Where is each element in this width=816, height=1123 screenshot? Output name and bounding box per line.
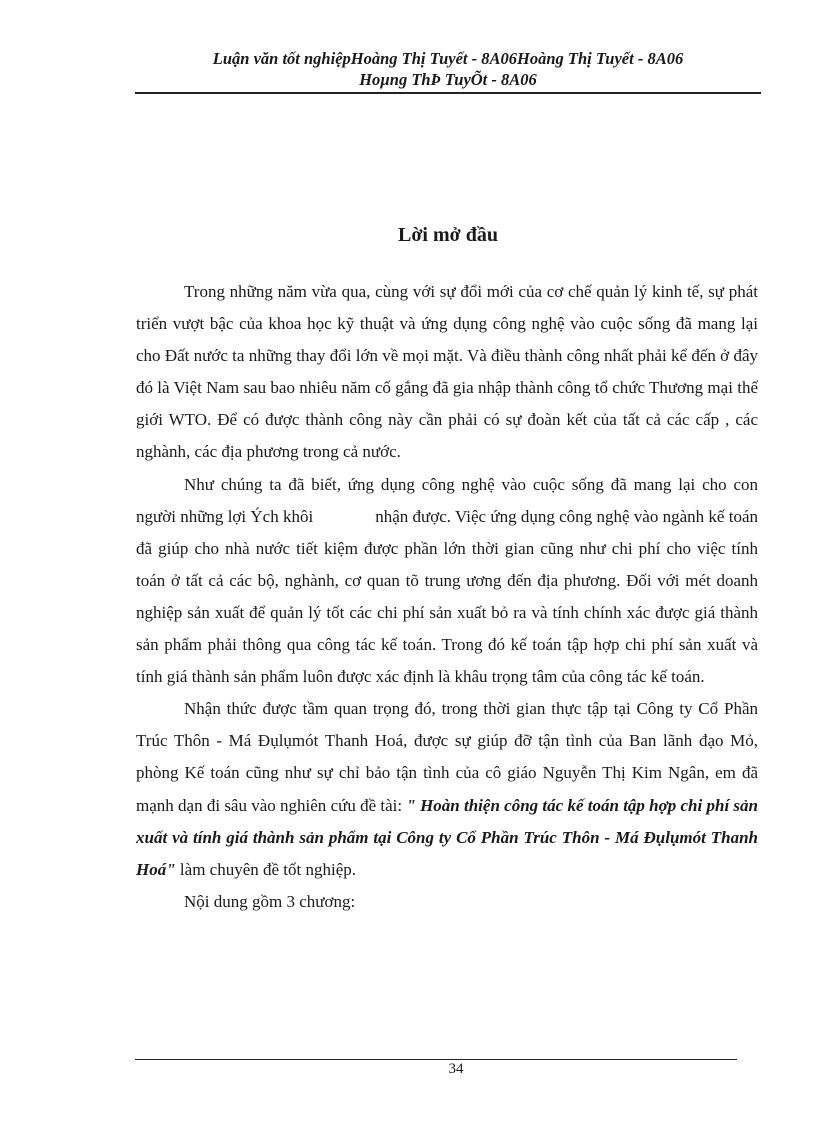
footer-divider — [135, 1059, 737, 1060]
section-title: Lời mở đầu — [398, 224, 498, 246]
page-number: 34 — [448, 1061, 464, 1077]
document-body — [136, 276, 758, 918]
paragraph-3 — [136, 693, 758, 886]
header-line-2: Hoµng ThÞ TuyÕt - 8A06 — [359, 70, 537, 89]
paragraph-3-part-a: Nhận thức được tầm quan trọng đó, trong thời gian thực tập tại Công ty Cổ Phần Trúc Thôn - Má Đụlụmót Thanh Hoá, được sự giúp đỡ tận tình của Ban lãnh đạo Mỏ, phòng Kế toán cũng như sự chỉ bảo tận tình của cô giáo Nguyễn Thị Kim Ngân, em đã mạnh dạn đi sâu vào nghiên cứu đề tài: — [136, 699, 758, 815]
paragraph-2-part-a: Như chúng ta đã biết, ứng dụng công nghệ vào cuộc sống đã mang lại cho con người những lợi Ých khôi — [136, 474, 758, 526]
paragraph-1: Trong những năm vừa qua, cùng với sự đổi mới của cơ chế quản lý kinh tế, sự phát triển vượt bậc của khoa học kỹ thuật và ứng dụng công nghệ vào cuộc sống đã mang lại cho Đất nước ta những thay đổi lớn về mọi mặt. Và điều thành công nhất phải kể đến ở đây đó là Việt Nam sau bao nhiêu năm cố gắng đã gia nhập thành công tổ chức Thương mại thế giới WTO. Để có được thành công này cần phải có sự đoàn kết của tất cả các cấp , các nghành, các địa phương trong cả nước. — [136, 282, 758, 462]
thesis-topic: " Hoàn thiện công tác kế toán tập hợp chi phí sản xuất và tính giá thành sản phẩm tại Công ty Cổ Phần Trúc Thôn - Má Đụlụmót Thanh Hoá" — [136, 795, 758, 879]
paragraph-2 — [136, 469, 758, 694]
page-header — [135, 48, 761, 90]
paragraph-4: Nội dung gồm 3 chương: — [184, 891, 356, 911]
header-divider — [135, 92, 761, 94]
paragraph-3-part-b: làm chuyên đề tốt nghiệp. — [179, 859, 357, 879]
paragraph-2-part-b: nhận được. Việc ứng dụng công nghệ vào ngành kế toán đã giúp cho nhà nước tiết kiệm được phần lớn thời gian cũng như chi phí cho việc tính toán ở tất cả các bộ, nghành, cơ quan tõ trung ương đến địa phương. Đối với mét doanh nghiệp sản xuất để quản lý tốt các chi phí sản xuất bỏ ra và tính chính xác được giá thành sản phẩm phải thông qua công tác kế toán. Trong đó kế toán tập hợp chi phí sản xuất và tính giá thành sản phẩm luôn được xác định là khâu trọng tâm của công tác kế toán. — [136, 506, 758, 687]
header-line-1: Luận văn tốt nghiệpHoàng Thị Tuyết - 8A06Hoàng Thị Tuyết - 8A06 — [212, 49, 684, 68]
